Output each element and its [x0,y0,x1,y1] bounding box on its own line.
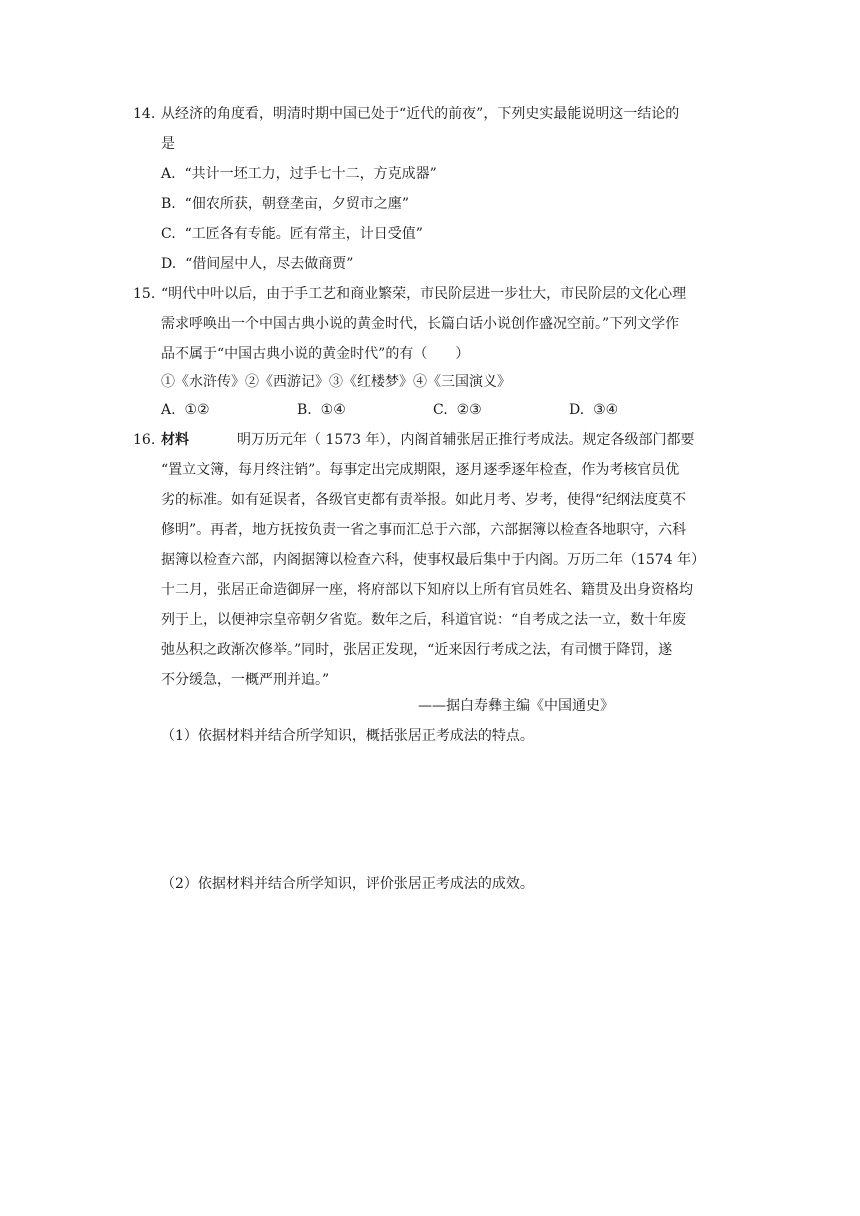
option-label: D. [569,402,585,418]
option-d[interactable] [569,400,618,420]
option-text: “借间屋中人，尽去做商贾” [185,256,354,272]
option-label: B. [297,402,312,418]
option-text: ①④ [320,402,346,418]
option-label: A. [161,402,176,418]
material-source: ——据白寿彝主编《中国通史》 [418,698,614,714]
option-text: “工匠各有专能。匠有常主，计日受值” [184,226,423,242]
material-text: 十二月，张居正命造御屏一座，将府部以下知府以上所有官员姓名、籍贯及出身资格均 [161,582,693,598]
option-c[interactable] [161,224,423,244]
option-d[interactable] [161,254,353,274]
material-text: 据簿以检查六部，内阁据簿以检查六科，使事权最后集中于内阁。万历二年（1574 年） [161,552,706,568]
question-stem: 需求呼唤出一个中国古典小说的黄金时代，长篇白话小说创作盛况空前。”下列文学作 [161,316,680,332]
option-label: D. [161,256,177,272]
material-text: 不分缓急，一概严刑并追。” [161,672,330,688]
question-number: 14. [133,106,156,122]
material-label: 材料 [161,432,189,448]
option-text: ③④ [593,402,619,418]
material-text: “置立文簿，每月终注销”。每事定出完成期限，逐月逐季逐年检查，作为考核官员优 [161,462,680,478]
question-number: 15. [133,286,156,302]
option-b[interactable] [161,194,409,214]
option-label: B. [161,196,176,212]
sub-question-2: （2）依据材料并结合所学知识，评价张居正考成法的成效。 [161,876,534,892]
option-text: “共计一坯工力，过手七十二，方克成器” [184,166,437,182]
material-text: 劣的标准。如有延误者，各级官吏都有责举报。如此月考、岁考，使得“纪纲法度莫不 [161,492,687,508]
option-a[interactable] [161,400,210,420]
sub-question-1: （1）依据材料并结合所学知识，概括张居正考成法的特点。 [161,728,534,744]
material-text: 列于上，以便神宗皇帝朝夕省览。数年之后，科道官说：“自考成之法一立，数十年废 [161,612,687,628]
question-stem: 是 [161,136,175,152]
material-text: 明万历元年（ 1573 年），内阁首辅张居正推行考成法。规定各级部门都要 [237,432,695,448]
option-text: ②③ [456,402,482,418]
option-c[interactable] [433,400,482,420]
question-stem: 从经济的角度看，明清时期中国已处于“近代的前夜”，下列史实最能说明这一结论的 [161,106,680,122]
option-label: A. [161,166,176,182]
question-items: ①《水浒传》②《西游记》③《红楼梦》④《三国演义》 [161,374,511,390]
option-b[interactable] [297,400,346,420]
material-text: 修明”。再者，地方抚按负责一省之事而汇总于六部，六部据簿以检查各地职守，六科 [161,522,687,538]
question-stem: 品不属于“中国古典小说的黄金时代”的有（ ） [161,346,470,362]
option-text: “佃农所获，朝登垄亩，夕贸市之廛” [184,196,409,212]
question-number: 16. [133,432,156,448]
option-label: C. [433,402,448,418]
option-text: ①② [184,402,210,418]
option-label: C. [161,226,176,242]
option-a[interactable] [161,164,437,184]
question-stem: “明代中叶以后，由于手工艺和商业繁荣，市民阶层进一步壮大，市民阶层的文化心理 [161,286,687,302]
material-text: 弛丛积之政渐次修举。”同时，张居正发现，“近来因行考成之法，有司惯于降罚，遂 [161,642,673,658]
